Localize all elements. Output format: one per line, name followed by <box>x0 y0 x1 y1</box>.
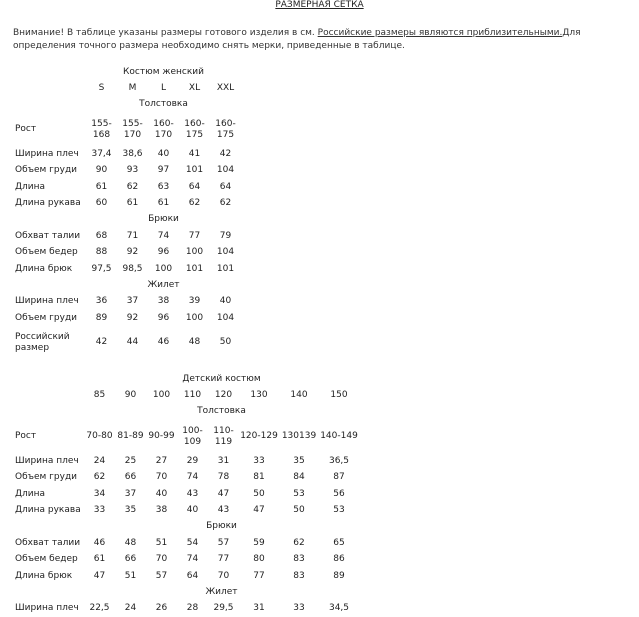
table-cell: 84 <box>293 472 305 483</box>
row-label: Длина рукава <box>15 505 81 516</box>
table-cell: 71 <box>126 230 139 241</box>
table-cell: 79 <box>219 230 232 241</box>
table-cell: 101 <box>216 263 235 274</box>
empty-cell <box>13 97 86 113</box>
table-cell: 74 <box>157 230 170 241</box>
row-label: Объем груди <box>15 472 78 483</box>
table-cell: 74 <box>186 472 199 483</box>
section-title: Жилет <box>205 586 238 597</box>
table-cell: 40 <box>219 296 232 307</box>
table-row <box>13 195 241 211</box>
table-cell: 97,5 <box>91 263 112 274</box>
table-row <box>13 601 359 617</box>
table-cell: 62 <box>219 198 232 209</box>
table-cell: 50 <box>219 337 232 348</box>
table-cell: 35 <box>124 505 137 516</box>
table-cell: 160-175 <box>184 118 205 140</box>
table-cell: 65 <box>333 537 345 548</box>
row-label: Рост <box>15 431 37 442</box>
table-cell: 77 <box>217 554 230 565</box>
table-cell: 60 <box>95 198 108 209</box>
size-header: 140 <box>290 390 308 401</box>
table-cell: 33 <box>253 455 265 466</box>
table-cell: 28 <box>186 603 199 614</box>
table-cell: 25 <box>124 455 137 466</box>
table-cell: 27 <box>155 455 168 466</box>
table-row <box>13 163 241 179</box>
size-header: 100 <box>152 390 171 401</box>
table-cell: 83 <box>293 570 305 581</box>
table-cell: 24 <box>124 603 137 614</box>
row-label: Длина брюк <box>15 263 73 274</box>
empty-cell <box>13 212 86 228</box>
table-cell: 40 <box>157 148 170 159</box>
table-cell: 61 <box>93 554 106 565</box>
table-cell: 89 <box>333 570 345 581</box>
table-cell: 78 <box>217 472 230 483</box>
table-row <box>13 245 241 261</box>
table-cell: 100 <box>185 312 204 323</box>
table-row <box>13 486 359 502</box>
empty-cell <box>13 584 84 600</box>
table-row <box>13 113 241 146</box>
notice-link-russian-sizes[interactable]: Российские размеры являются приблизительными. <box>317 28 563 38</box>
table-cell: 70-80 <box>86 431 113 442</box>
notice-part-3: Для определения точного размера необходимо снять мерки, приведенные в таблице. <box>13 28 581 51</box>
table-cell: 97 <box>157 165 170 176</box>
table-cell: 48 <box>188 337 201 348</box>
table-cell: 64 <box>219 181 232 192</box>
table-cell: 38 <box>157 296 170 307</box>
caption-row <box>13 371 359 387</box>
table-cell: 51 <box>124 570 137 581</box>
table-cell: 34 <box>93 488 106 499</box>
table-row <box>13 261 241 277</box>
empty-cell <box>13 371 84 387</box>
table-cell: 37 <box>126 296 139 307</box>
section-title: Брюки <box>206 521 237 532</box>
table-cell: 38,6 <box>122 148 143 159</box>
table-cell: 43 <box>186 488 199 499</box>
table-cell: 61 <box>157 198 170 209</box>
table-cell: 68 <box>95 230 108 241</box>
row-label: Российский размер <box>15 331 70 353</box>
table-cell: 47 <box>217 488 230 499</box>
table-cell: 64 <box>188 181 201 192</box>
table-cell: 46 <box>93 537 106 548</box>
row-label: Объем бедер <box>15 247 78 258</box>
row-label: Длина <box>15 488 46 499</box>
table-cell: 66 <box>124 472 137 483</box>
row-label: Объем бедер <box>15 554 78 565</box>
table-cell: 98,5 <box>122 263 143 274</box>
table-cell: 104 <box>216 312 235 323</box>
table-row <box>13 228 241 244</box>
table-cell: 47 <box>253 505 265 516</box>
table-cell: 62 <box>126 181 139 192</box>
page-title: РАЗМЕРНАЯ СЕТКА <box>275 0 364 10</box>
table-cell: 83 <box>293 554 305 565</box>
table-cell: 62 <box>93 472 106 483</box>
table-cell: 51 <box>155 537 168 548</box>
table-cell: 40 <box>186 505 199 516</box>
table-cell: 31 <box>253 603 265 614</box>
row-label: Длина брюк <box>15 570 73 581</box>
size-header: 85 <box>93 390 106 401</box>
row-label: Ширина плеч <box>15 603 79 614</box>
table-cell: 93 <box>126 165 139 176</box>
table-cell: 38 <box>155 505 168 516</box>
table-row <box>13 420 359 453</box>
table-cell: 59 <box>253 537 265 548</box>
empty-cell <box>13 519 84 535</box>
table-cell: 86 <box>333 554 345 565</box>
table-cell: 37,4 <box>91 148 112 159</box>
table-cell: 50 <box>253 488 265 499</box>
table-row <box>13 310 241 326</box>
table-cell: 104 <box>216 165 235 176</box>
table-cell: 39 <box>188 296 201 307</box>
table-cell: 101 <box>185 165 204 176</box>
table-cell: 101 <box>185 263 204 274</box>
table-cell: 40 <box>155 488 168 499</box>
table-cell: 41 <box>188 148 201 159</box>
table-cell: 77 <box>188 230 201 241</box>
size-header: L <box>160 83 166 94</box>
empty-cell <box>13 64 86 80</box>
size-header: 150 <box>330 390 348 401</box>
table-cell: 160-175 <box>215 118 236 140</box>
table-cell: 92 <box>126 312 139 323</box>
table-row <box>13 552 359 568</box>
table-cell: 54 <box>186 537 199 548</box>
row-label: Ширина плеч <box>15 455 79 466</box>
section-header-row <box>13 277 241 293</box>
table-cell: 89 <box>95 312 108 323</box>
table-cell: 62 <box>293 537 305 548</box>
table-cell: 81-89 <box>117 431 144 442</box>
table-cell: 70 <box>155 472 168 483</box>
row-label: Ширина плеч <box>15 148 79 159</box>
section-header-row <box>13 404 359 420</box>
table-cell: 88 <box>95 247 108 258</box>
notice-part-1: Внимание! В таблице указаны размеры готового изделия в см. <box>13 28 318 38</box>
table-cell: 70 <box>155 554 168 565</box>
table-cell: 44 <box>126 337 139 348</box>
table-cell: 33 <box>93 505 106 516</box>
table-row <box>13 294 241 310</box>
notice-text <box>13 27 631 53</box>
table-cell: 61 <box>126 198 139 209</box>
table-cell: 66 <box>124 554 137 565</box>
table-row <box>13 453 359 469</box>
size-header: 130 <box>250 390 268 401</box>
table-cell: 22,5 <box>89 603 110 614</box>
table-cell: 43 <box>217 505 230 516</box>
table-caption: Костюм женский <box>123 66 204 77</box>
table-cell: 87 <box>333 472 345 483</box>
table-cell: 61 <box>95 181 108 192</box>
empty-cell <box>13 404 84 420</box>
table-cell: 77 <box>253 570 265 581</box>
women-size-table <box>13 64 241 359</box>
table-caption: Детский костюм <box>182 373 261 384</box>
table-cell: 96 <box>157 312 170 323</box>
size-header-row <box>13 80 241 96</box>
table-cell: 90-99 <box>148 431 175 442</box>
table-cell: 26 <box>155 603 168 614</box>
table-cell: 62 <box>188 198 201 209</box>
row-label: Длина рукава <box>15 198 81 209</box>
table-cell: 140-149 <box>320 431 358 442</box>
table-cell: 160-170 <box>153 118 174 140</box>
table-row <box>13 568 359 584</box>
size-header-row <box>13 387 359 403</box>
table-cell: 155-168 <box>91 118 112 140</box>
table-cell: 130139 <box>281 431 317 442</box>
section-title: Толстовка <box>197 406 246 417</box>
kids-size-table <box>13 371 359 617</box>
table-cell: 120-129 <box>240 431 278 442</box>
table-cell: 155-170 <box>122 118 143 140</box>
row-label: Ширина плеч <box>15 296 79 307</box>
section-header-row <box>13 519 359 535</box>
table-cell: 33 <box>293 603 305 614</box>
table-cell: 36 <box>95 296 108 307</box>
table-cell: 64 <box>186 570 199 581</box>
table-cell: 100 <box>154 263 173 274</box>
section-header-row <box>13 97 241 113</box>
size-header: S <box>98 83 105 94</box>
table-cell: 31 <box>217 455 230 466</box>
table-cell: 81 <box>253 472 265 483</box>
row-label: Объем груди <box>15 165 78 176</box>
table-cell: 56 <box>333 488 345 499</box>
table-cell: 80 <box>253 554 265 565</box>
table-cell: 70 <box>217 570 230 581</box>
table-cell: 29 <box>186 455 199 466</box>
table-cell: 36,5 <box>328 455 350 466</box>
table-cell: 90 <box>95 165 108 176</box>
empty-cell <box>13 387 84 403</box>
size-header: 120 <box>214 390 233 401</box>
table-row <box>13 535 359 551</box>
size-header: M <box>128 83 137 94</box>
table-cell: 100-109 <box>182 425 203 447</box>
row-label: Длина <box>15 181 46 192</box>
table-row <box>13 146 241 162</box>
table-cell: 37 <box>124 488 137 499</box>
table-row <box>13 179 241 195</box>
empty-cell <box>13 80 86 96</box>
table-cell: 96 <box>157 247 170 258</box>
section-title: Толстовка <box>139 99 188 110</box>
size-header: XL <box>188 83 201 94</box>
table-cell: 34,5 <box>328 603 350 614</box>
table-cell: 42 <box>219 148 232 159</box>
table-cell: 29,5 <box>213 603 234 614</box>
table-cell: 74 <box>186 554 199 565</box>
row-label: Обхват талии <box>15 537 81 548</box>
empty-cell <box>13 277 86 293</box>
section-title: Жилет <box>147 279 180 290</box>
table-cell: 63 <box>157 181 170 192</box>
section-header-row <box>13 212 241 228</box>
table-cell: 53 <box>293 488 305 499</box>
table-row <box>13 326 241 359</box>
table-cell: 92 <box>126 247 139 258</box>
caption-row <box>13 64 241 80</box>
table-cell: 46 <box>157 337 170 348</box>
size-header: 90 <box>124 390 137 401</box>
row-label: Рост <box>15 124 37 135</box>
table-row <box>13 470 359 486</box>
table-cell: 53 <box>333 505 345 516</box>
section-header-row <box>13 584 359 600</box>
section-title: Брюки <box>148 214 179 225</box>
size-header: 110 <box>183 390 202 401</box>
size-header: XXL <box>216 83 235 94</box>
table-cell: 57 <box>217 537 230 548</box>
table-cell: 57 <box>155 570 168 581</box>
table-cell: 24 <box>93 455 106 466</box>
row-label: Обхват талии <box>15 230 81 241</box>
row-label: Объем груди <box>15 312 78 323</box>
table-cell: 100 <box>185 247 204 258</box>
table-cell: 50 <box>293 505 305 516</box>
table-cell: 35 <box>293 455 305 466</box>
table-cell: 110-119 <box>213 425 234 447</box>
table-cell: 48 <box>124 537 137 548</box>
table-cell: 42 <box>95 337 108 348</box>
table-cell: 104 <box>216 247 235 258</box>
table-row <box>13 502 359 518</box>
table-cell: 47 <box>93 570 106 581</box>
